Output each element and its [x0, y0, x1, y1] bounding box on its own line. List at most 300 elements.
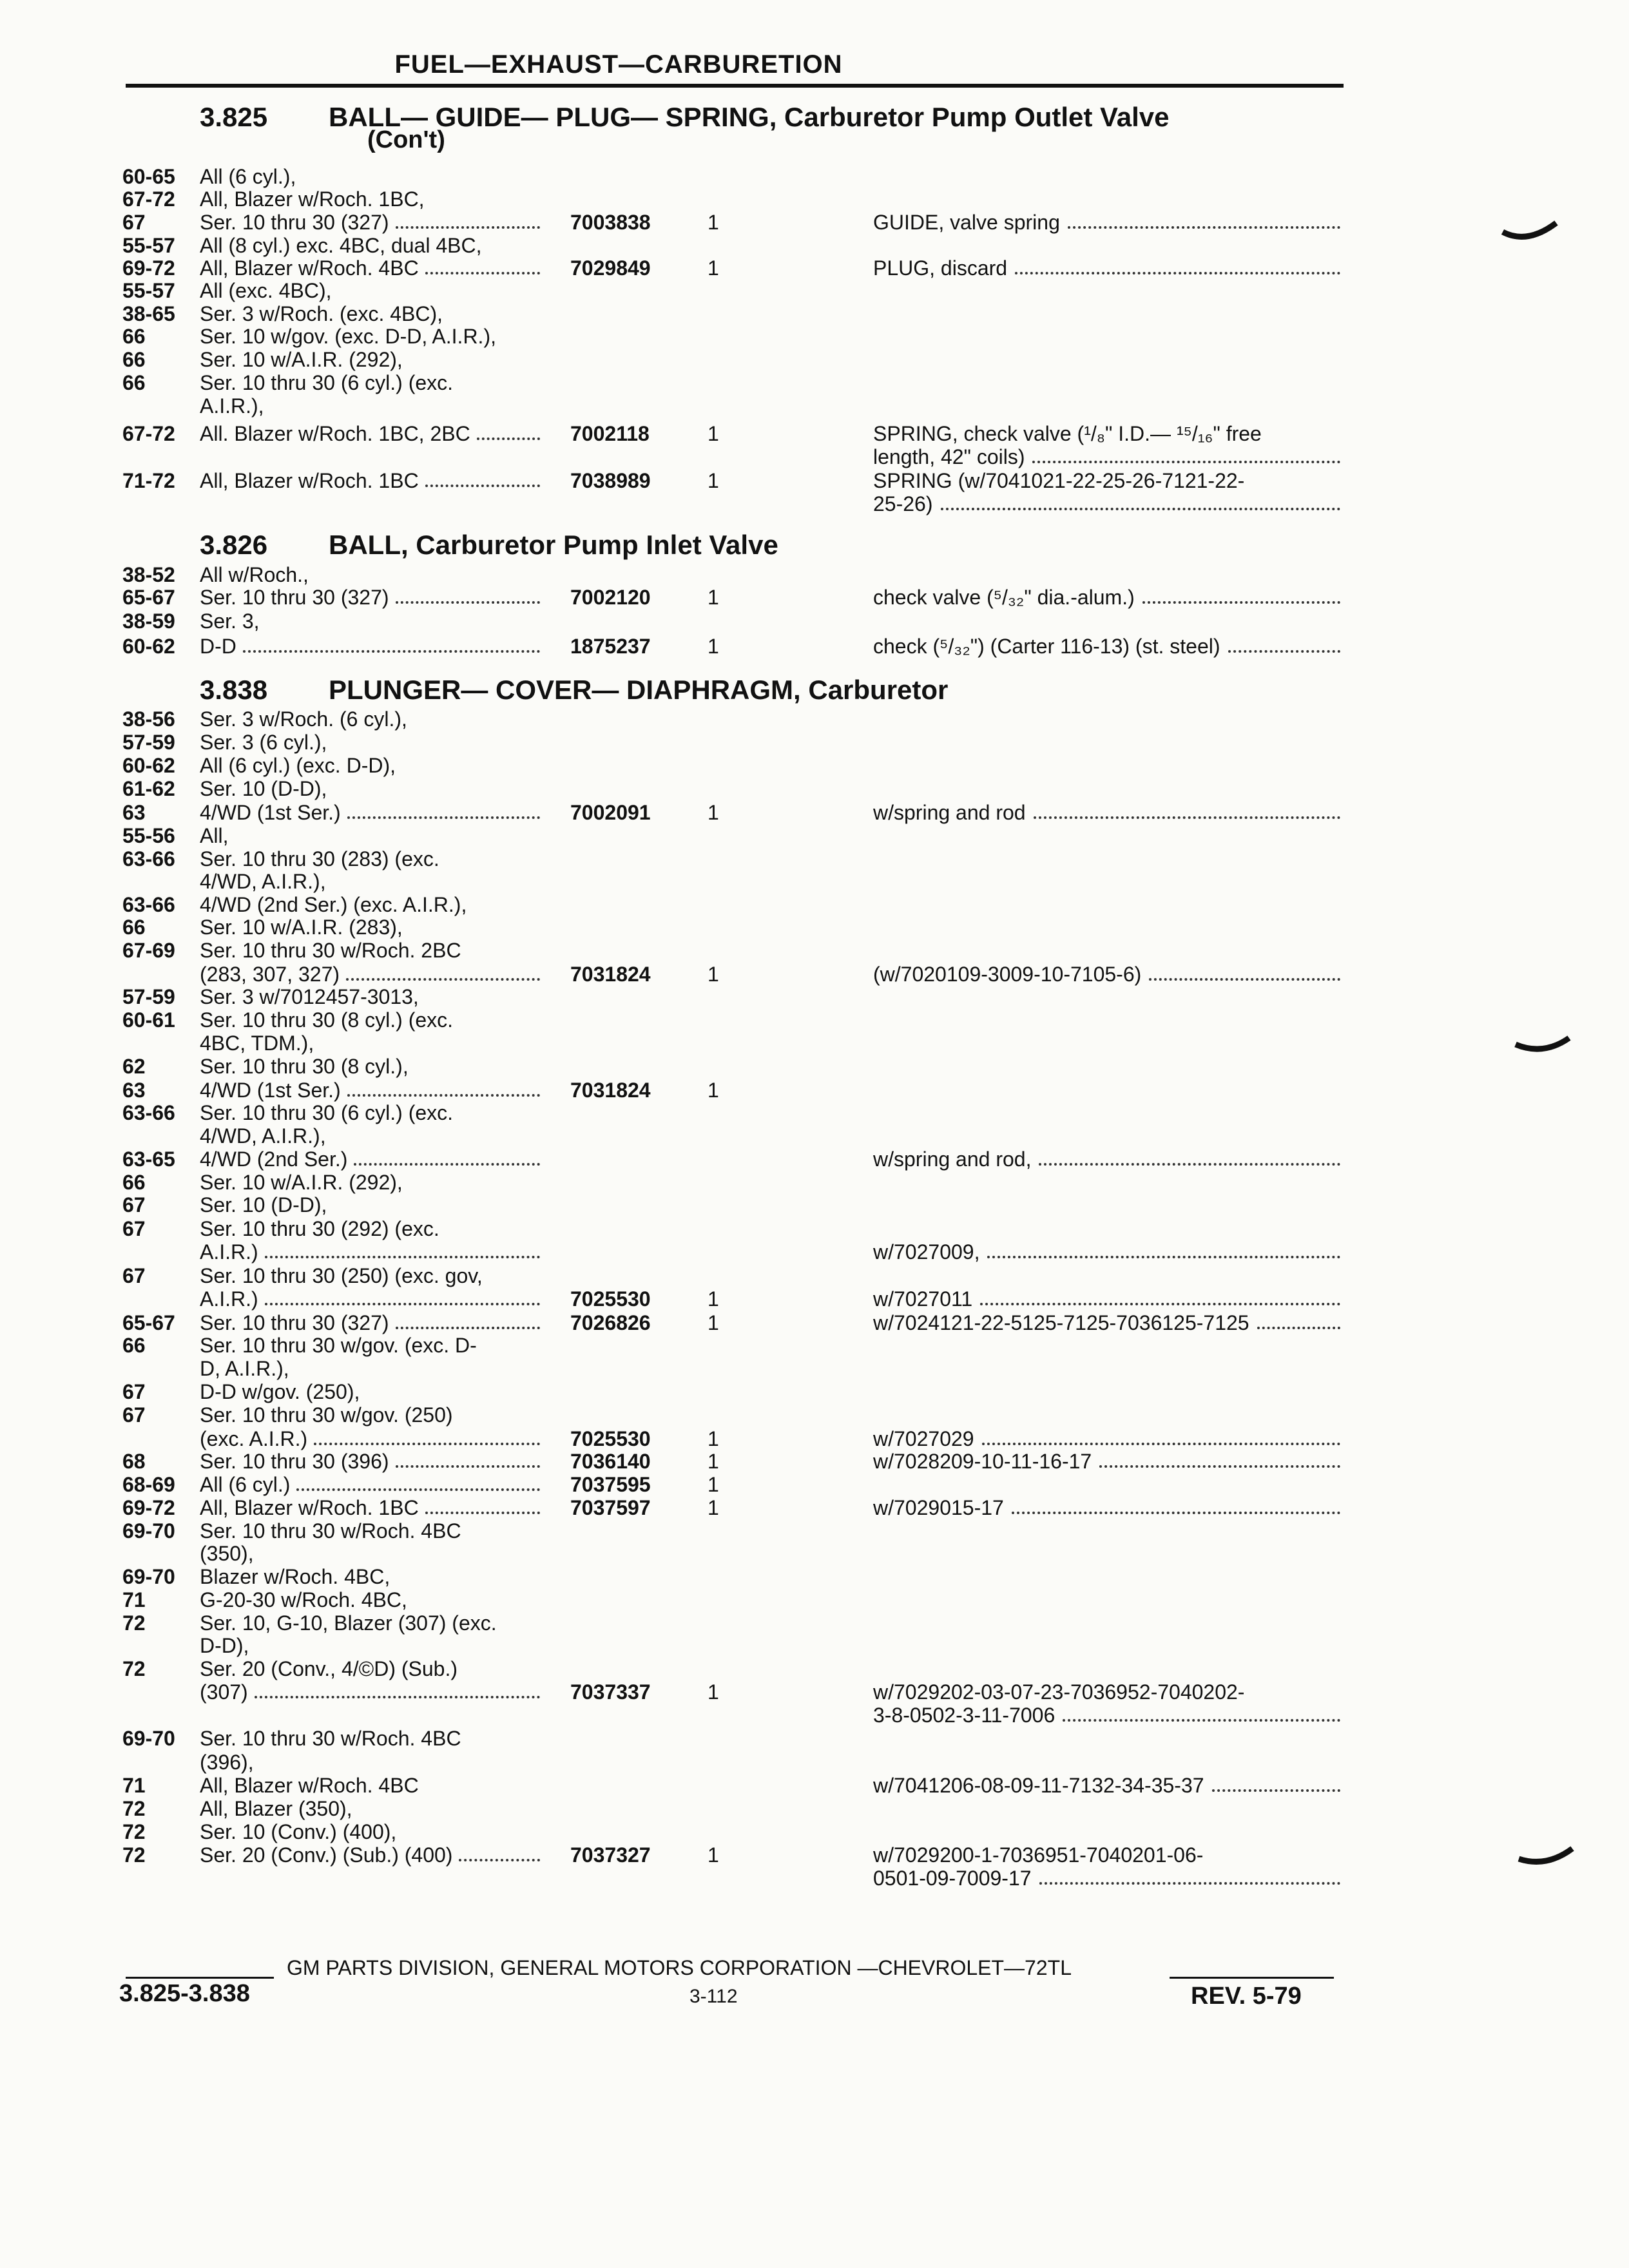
quantity-cell: 1 — [708, 1473, 719, 1496]
table-row — [0, 1403, 1629, 1427]
part-number-cell: 7002120 — [570, 586, 651, 609]
application-cell: All w/Roch., — [200, 563, 309, 586]
part-number-cell: 7002091 — [570, 801, 651, 824]
application-cell: Ser. 10 w/A.I.R. (292), — [200, 1171, 403, 1194]
footer-rule-left — [126, 1977, 274, 1979]
quantity-cell: 1 — [708, 1496, 719, 1519]
application-cell: G-20-30 w/Roch. 4BC, — [200, 1588, 407, 1611]
part-number-cell: 7003838 — [570, 211, 651, 234]
table-row — [0, 1726, 1629, 1751]
application-cell: Ser. 10 thru 30 (8 cyl.) (exc. — [200, 1008, 454, 1032]
year-cell: 66 — [122, 1334, 146, 1357]
application-cell: Ser. 10 (D-D), — [200, 777, 327, 800]
year-cell: 63 — [122, 801, 146, 824]
year-cell: 65-67 — [122, 586, 175, 609]
year-cell: 38-59 — [122, 610, 175, 633]
section-title: BALL, Carburetor Pump Inlet Valve — [329, 530, 778, 560]
leader-dots — [941, 508, 1340, 510]
leader-dots — [296, 1488, 540, 1491]
table-row — [0, 1820, 1629, 1844]
year-cell: 69-70 — [122, 1565, 175, 1588]
description-cell: w/spring and rod — [873, 801, 1026, 824]
table-row — [0, 1703, 1629, 1727]
footer-rev: REV. 5-79 — [1191, 1983, 1302, 2010]
application-cell: Ser. 10 thru 30 w/Roch. 2BC — [200, 939, 461, 962]
description-cell: 0501-09-7009-17 — [873, 1867, 1032, 1890]
leader-dots — [396, 601, 540, 604]
application-cell: Ser. 10 thru 30 (327) — [200, 1311, 389, 1334]
page-header: FUEL—EXHAUST—CARBURETION — [394, 50, 843, 79]
part-number-cell: 7002118 — [570, 422, 650, 445]
table-row — [0, 1680, 1629, 1704]
application-cell: Ser. 10 w/A.I.R. (283), — [200, 916, 403, 939]
table-row — [0, 1379, 1629, 1404]
year-cell: 69-70 — [122, 1519, 175, 1542]
leader-dots — [425, 272, 540, 274]
year-cell: 69-70 — [122, 1727, 175, 1750]
year-cell: 68 — [122, 1450, 146, 1473]
leader-dots — [1142, 601, 1340, 604]
description-cell: w/7041206-08-09-11-7132-34-35-37 — [873, 1774, 1204, 1797]
leader-dots — [243, 650, 540, 653]
quantity-cell: 1 — [708, 1079, 719, 1102]
application-cell: A.I.R.) — [200, 1287, 258, 1311]
part-number-cell: 7031824 — [570, 963, 651, 986]
year-cell: 67-69 — [122, 939, 175, 962]
quantity-cell: 1 — [708, 1287, 719, 1311]
table-row — [0, 1193, 1629, 1217]
application-cell: All, Blazer w/Roch. 1BC — [200, 1496, 419, 1519]
application-cell: All, — [200, 824, 229, 847]
table-row — [0, 1054, 1629, 1079]
application-cell: Ser. 10 thru 30 (327) — [200, 586, 389, 609]
year-cell: 72 — [122, 1820, 146, 1843]
table-row — [0, 1216, 1629, 1241]
description-cell: length, 42" coils) — [873, 445, 1025, 468]
table-row — [0, 1541, 1629, 1566]
leader-dots — [1099, 1465, 1340, 1468]
table-row — [0, 985, 1629, 1009]
application-cell: (exc. A.I.R.) — [200, 1427, 308, 1450]
table-row — [0, 370, 1629, 395]
description-cell: w/7029200-1-7036951-7040201-06- — [873, 1843, 1204, 1867]
application-cell: Ser. 10 thru 30 (6 cyl.) (exc. — [200, 371, 454, 394]
year-cell: 55-57 — [122, 279, 175, 302]
table-row — [0, 233, 1629, 258]
application-cell: Ser. 10 thru 30 w/gov. (250) — [200, 1403, 453, 1427]
application-cell: Ser. 3 (6 cyl.), — [200, 731, 327, 754]
table-row — [0, 776, 1629, 801]
description-cell: 25-26) — [873, 492, 933, 515]
application-cell: Ser. 10 thru 30 (327) — [200, 211, 389, 234]
leader-dots — [1149, 978, 1340, 981]
application-cell: Ser. 10 thru 30 w/Roch. 4BC — [200, 1519, 461, 1542]
description-cell: w/7024121-22-5125-7125-7036125-7125 — [873, 1311, 1249, 1334]
table-row — [0, 847, 1629, 871]
application-cell: Ser. 10 w/A.I.R. (292), — [200, 348, 403, 371]
part-number-cell: 7026826 — [570, 1311, 651, 1334]
application-cell: Ser. 3 w/Roch. (6 cyl.), — [200, 707, 407, 731]
year-cell: 67 — [122, 1193, 146, 1216]
table-row — [0, 278, 1629, 303]
table-row — [0, 347, 1629, 372]
table-row — [0, 445, 1629, 469]
table-row — [0, 1519, 1629, 1543]
year-cell: 72 — [122, 1843, 146, 1867]
application-cell: A.I.R.), — [200, 394, 264, 418]
leader-dots — [980, 1303, 1340, 1305]
description-cell: w/7027029 — [873, 1427, 974, 1450]
description-cell: w/7027011 — [873, 1287, 973, 1311]
table-row — [0, 1333, 1629, 1358]
application-cell: Ser. 10 thru 30 w/gov. (exc. D- — [200, 1334, 477, 1357]
part-number-cell: 7025530 — [570, 1287, 651, 1311]
description-cell: check valve (⁵/₃₂" dia.-alum.) — [873, 586, 1135, 609]
year-cell: 68-69 — [122, 1473, 175, 1496]
description-cell: GUIDE, valve spring — [873, 211, 1060, 234]
table-row — [0, 1031, 1629, 1055]
leader-dots — [1257, 1327, 1340, 1329]
application-cell: Ser. 10 (Conv.) (400), — [200, 1820, 397, 1843]
binder-mark-icon — [1514, 1034, 1572, 1060]
table-row — [0, 1449, 1629, 1474]
table-row — [0, 1472, 1629, 1497]
year-cell: 67 — [122, 211, 146, 234]
part-number-cell: 7038989 — [570, 469, 651, 492]
table-row — [0, 707, 1629, 731]
year-cell: 67 — [122, 1403, 146, 1427]
application-cell: Ser. 10 thru 30 (283) (exc. — [200, 847, 439, 870]
table-row — [0, 421, 1629, 446]
year-cell: 66 — [122, 348, 146, 371]
application-cell: Ser. 10 thru 30 (396) — [200, 1450, 389, 1473]
year-cell: 67 — [122, 1264, 146, 1287]
section-title: PLUNGER— COVER— DIAPHRAGM, Carburetor — [329, 675, 949, 705]
application-cell: Ser. 20 (Conv.) (Sub.) (400) — [200, 1843, 453, 1867]
application-cell: (307) — [200, 1680, 248, 1704]
leader-dots — [396, 226, 540, 229]
table-row — [0, 1843, 1629, 1867]
table-row — [0, 1564, 1629, 1589]
leader-dots — [987, 1256, 1340, 1258]
application-cell: All, Blazer (350), — [200, 1797, 352, 1820]
year-cell: 55-57 — [122, 234, 175, 257]
table-row — [0, 1240, 1629, 1264]
leader-dots — [1039, 1882, 1340, 1885]
quantity-cell: 1 — [708, 1450, 719, 1473]
year-cell: 63-65 — [122, 1148, 175, 1171]
table-row — [0, 1100, 1629, 1125]
year-cell: 66 — [122, 916, 146, 939]
application-cell: 4/WD (1st Ser.) — [200, 1079, 341, 1102]
application-cell: 4/WD, A.I.R.), — [200, 870, 326, 893]
application-cell: 4BC, TDM.), — [200, 1032, 314, 1055]
quantity-cell: 1 — [708, 1680, 719, 1704]
year-cell: 60-62 — [122, 754, 175, 777]
table-row — [0, 1796, 1629, 1821]
application-cell: (283, 307, 327) — [200, 963, 340, 986]
quantity-cell: 1 — [708, 211, 719, 234]
application-cell: All, Blazer w/Roch. 1BC — [200, 469, 419, 492]
table-row — [0, 938, 1629, 963]
leader-dots — [1228, 650, 1340, 653]
quantity-cell: 1 — [708, 1311, 719, 1334]
description-cell: SPRING, check valve (¹/₈" I.D.— ¹⁵/₁₆" free — [873, 422, 1262, 445]
table-row — [0, 753, 1629, 778]
part-number-cell: 7036140 — [570, 1450, 651, 1473]
application-cell: 4/WD, A.I.R.), — [200, 1124, 326, 1148]
leader-dots — [1212, 1789, 1340, 1792]
application-cell: Ser. 10 thru 30 w/Roch. 4BC — [200, 1727, 461, 1750]
year-cell: 38-52 — [122, 563, 175, 586]
table-row — [0, 1750, 1629, 1774]
footer-range: 3.825-3.838 — [119, 1980, 250, 2007]
table-row — [0, 562, 1629, 587]
leader-dots — [265, 1303, 540, 1305]
application-cell: D-D), — [200, 1634, 249, 1657]
table-row — [0, 869, 1629, 894]
application-cell: Blazer w/Roch. 4BC, — [200, 1565, 390, 1588]
table-row — [0, 634, 1629, 658]
table-row — [0, 1078, 1629, 1102]
table-row — [0, 1170, 1629, 1195]
application-cell: Ser. 10, G-10, Blazer (307) (exc. — [200, 1611, 497, 1635]
year-cell: 67 — [122, 1217, 146, 1240]
application-cell: 4/WD (1st Ser.) — [200, 801, 341, 824]
year-cell: 66 — [122, 371, 146, 394]
table-row — [0, 800, 1629, 825]
binder-mark-icon — [1518, 1846, 1576, 1872]
year-cell: 67-72 — [122, 187, 175, 211]
quantity-cell: 1 — [708, 586, 719, 609]
leader-dots — [1068, 226, 1340, 229]
year-cell: 65-67 — [122, 1311, 175, 1334]
application-cell: Ser. 3 w/Roch. (exc. 4BC), — [200, 302, 443, 325]
description-cell: check (⁵/₃₂") (Carter 116-13) (st. steel) — [873, 635, 1220, 658]
leader-dots — [347, 816, 540, 819]
year-cell: 61-62 — [122, 777, 175, 800]
application-cell: All, Blazer w/Roch. 4BC — [200, 1774, 419, 1797]
part-number-cell: 7037595 — [570, 1473, 651, 1496]
year-cell: 66 — [122, 1171, 146, 1194]
table-row — [0, 1611, 1629, 1635]
year-cell: 63-66 — [122, 893, 175, 916]
table-row — [0, 394, 1629, 418]
table-row — [0, 492, 1629, 516]
leader-dots — [396, 1327, 540, 1329]
footer-corp: GM PARTS DIVISION, GENERAL MOTORS CORPORATION —CHEVROLET—72TL — [287, 1956, 1072, 1979]
year-cell: 69-72 — [122, 256, 175, 280]
description-cell: w/spring and rod, — [873, 1148, 1032, 1171]
application-cell: Ser. 10 w/gov. (exc. D-D, A.I.R.), — [200, 325, 496, 348]
application-cell: Ser. 3 w/7012457-3013, — [200, 985, 419, 1008]
table-row — [0, 1147, 1629, 1171]
leader-dots — [265, 1256, 540, 1258]
table-row — [0, 1657, 1629, 1681]
table-row — [0, 1427, 1629, 1451]
table-row — [0, 609, 1629, 633]
application-cell: D-D — [200, 635, 236, 658]
table-row — [0, 302, 1629, 326]
leader-dots — [477, 437, 540, 440]
description-cell: w/7028209-10-11-16-17 — [873, 1450, 1092, 1473]
table-row — [0, 1264, 1629, 1288]
table-row — [0, 256, 1629, 280]
application-cell: All (exc. 4BC), — [200, 279, 332, 302]
year-cell: 38-56 — [122, 707, 175, 731]
section-subtitle: (Con't) — [367, 126, 445, 153]
year-cell: 67 — [122, 1380, 146, 1403]
year-cell: 69-72 — [122, 1496, 175, 1519]
quantity-cell: 1 — [708, 256, 719, 280]
part-number-cell: 7037597 — [570, 1496, 651, 1519]
year-cell: 57-59 — [122, 731, 175, 754]
leader-dots — [1039, 1163, 1340, 1166]
description-cell: w/7029015-17 — [873, 1496, 1004, 1519]
table-row — [0, 915, 1629, 939]
quantity-cell: 1 — [708, 1843, 719, 1867]
application-cell: Ser. 10 thru 30 (8 cyl.), — [200, 1055, 409, 1078]
table-row — [0, 164, 1629, 189]
application-cell: All (6 cyl.) (exc. D-D), — [200, 754, 396, 777]
leader-dots — [314, 1443, 540, 1445]
application-cell: Ser. 20 (Conv., 4/©D) (Sub.) — [200, 1657, 458, 1680]
table-row — [0, 585, 1629, 610]
year-cell: 57-59 — [122, 985, 175, 1008]
year-cell: 72 — [122, 1797, 146, 1820]
section-number: 3.838 — [200, 675, 268, 705]
quantity-cell: 1 — [708, 963, 719, 986]
leader-dots — [347, 1094, 540, 1097]
binder-mark-icon — [1501, 219, 1559, 245]
table-row — [0, 1287, 1629, 1311]
year-cell: 72 — [122, 1657, 146, 1680]
quantity-cell: 1 — [708, 801, 719, 824]
leader-dots — [396, 1465, 540, 1468]
year-cell: 60-65 — [122, 165, 175, 188]
application-cell: Ser. 10 (D-D), — [200, 1193, 327, 1216]
year-cell: 71 — [122, 1588, 146, 1611]
part-number-cell: 7031824 — [570, 1079, 651, 1102]
application-cell: All (8 cyl.) exc. 4BC, dual 4BC, — [200, 234, 482, 257]
table-row — [0, 892, 1629, 917]
application-cell: Ser. 10 thru 30 (250) (exc. gov, — [200, 1264, 483, 1287]
table-row — [0, 1311, 1629, 1335]
part-number-cell: 7037327 — [570, 1843, 651, 1867]
description-cell: (w/7020109-3009-10-7105-6) — [873, 963, 1142, 986]
table-row — [0, 187, 1629, 211]
year-cell: 66 — [122, 325, 146, 348]
leader-dots — [346, 978, 540, 981]
table-row — [0, 823, 1629, 848]
table-row — [0, 1008, 1629, 1032]
part-number-cell: 7025530 — [570, 1427, 651, 1450]
quantity-cell: 1 — [708, 469, 719, 492]
quantity-cell: 1 — [708, 635, 719, 658]
application-cell: All, Blazer w/Roch. 4BC — [200, 256, 419, 280]
description-cell: PLUG, discard — [873, 256, 1008, 280]
table-row — [0, 1356, 1629, 1381]
year-cell: 60-62 — [122, 635, 175, 658]
year-cell: 71-72 — [122, 469, 175, 492]
leader-dots — [425, 1512, 540, 1514]
year-cell: 71 — [122, 1774, 146, 1797]
leader-dots — [1012, 1512, 1340, 1514]
leader-dots — [255, 1696, 540, 1698]
leader-dots — [982, 1443, 1340, 1445]
year-cell: 63-66 — [122, 1101, 175, 1124]
application-cell: Ser. 3, — [200, 610, 260, 633]
table-row — [0, 1588, 1629, 1612]
year-cell: 60-61 — [122, 1008, 175, 1032]
application-cell: All (6 cyl.), — [200, 165, 296, 188]
footer-page: 3-112 — [689, 1986, 738, 2007]
section-number: 3.825 — [200, 102, 268, 132]
description-cell: SPRING (w/7041021-22-25-26-7121-22- — [873, 469, 1245, 492]
application-cell: (350), — [200, 1542, 254, 1565]
table-row — [0, 1866, 1629, 1890]
table-row — [0, 1495, 1629, 1520]
application-cell: All (6 cyl.) — [200, 1473, 291, 1496]
table-row — [0, 1633, 1629, 1658]
application-cell: D, A.I.R.), — [200, 1357, 289, 1380]
table-row — [0, 1773, 1629, 1798]
part-number-cell: 7029849 — [570, 256, 651, 280]
section-title: BALL— GUIDE— PLUG— SPRING, Carburetor Pump Outlet Valve — [329, 102, 1170, 132]
application-cell: Ser. 10 thru 30 (6 cyl.) (exc. — [200, 1101, 454, 1124]
table-row — [0, 730, 1629, 754]
year-cell: 38-65 — [122, 302, 175, 325]
year-cell: 55-56 — [122, 824, 175, 847]
application-cell: A.I.R.) — [200, 1240, 258, 1264]
application-cell: D-D w/gov. (250), — [200, 1380, 360, 1403]
year-cell: 72 — [122, 1611, 146, 1635]
leader-dots — [1034, 816, 1340, 819]
table-row — [0, 962, 1629, 986]
table-row — [0, 210, 1629, 235]
description-cell: 3-8-0502-3-11-7006 — [873, 1704, 1055, 1727]
quantity-cell: 1 — [708, 1427, 719, 1450]
table-row — [0, 1124, 1629, 1148]
leader-dots — [425, 485, 540, 487]
table-row — [0, 468, 1629, 493]
description-cell: w/7029202-03-07-23-7036952-7040202- — [873, 1680, 1245, 1704]
application-cell: 4/WD (2nd Ser.) (exc. A.I.R.), — [200, 893, 467, 916]
leader-dots — [459, 1859, 540, 1861]
application-cell: (396), — [200, 1751, 254, 1774]
leader-dots — [1015, 272, 1340, 274]
footer-rule-right — [1170, 1977, 1334, 1979]
year-cell: 62 — [122, 1055, 146, 1078]
year-cell: 63 — [122, 1079, 146, 1102]
description-cell: w/7027009, — [873, 1240, 980, 1264]
header-rule — [126, 84, 1344, 88]
section-number: 3.826 — [200, 530, 268, 560]
application-cell: 4/WD (2nd Ser.) — [200, 1148, 348, 1171]
leader-dots — [1063, 1719, 1340, 1722]
leader-dots — [1032, 461, 1340, 463]
quantity-cell: 1 — [708, 422, 719, 445]
application-cell: Ser. 10 thru 30 (292) (exc. — [200, 1217, 439, 1240]
year-cell: 63-66 — [122, 847, 175, 870]
part-number-cell: 7037337 — [570, 1680, 651, 1704]
year-cell: 67-72 — [122, 422, 175, 445]
leader-dots — [354, 1163, 540, 1166]
table-row — [0, 324, 1629, 349]
part-number-cell: 1875237 — [570, 635, 651, 658]
application-cell: All, Blazer w/Roch. 1BC, — [200, 187, 425, 211]
application-cell: All. Blazer w/Roch. 1BC, 2BC — [200, 422, 470, 445]
